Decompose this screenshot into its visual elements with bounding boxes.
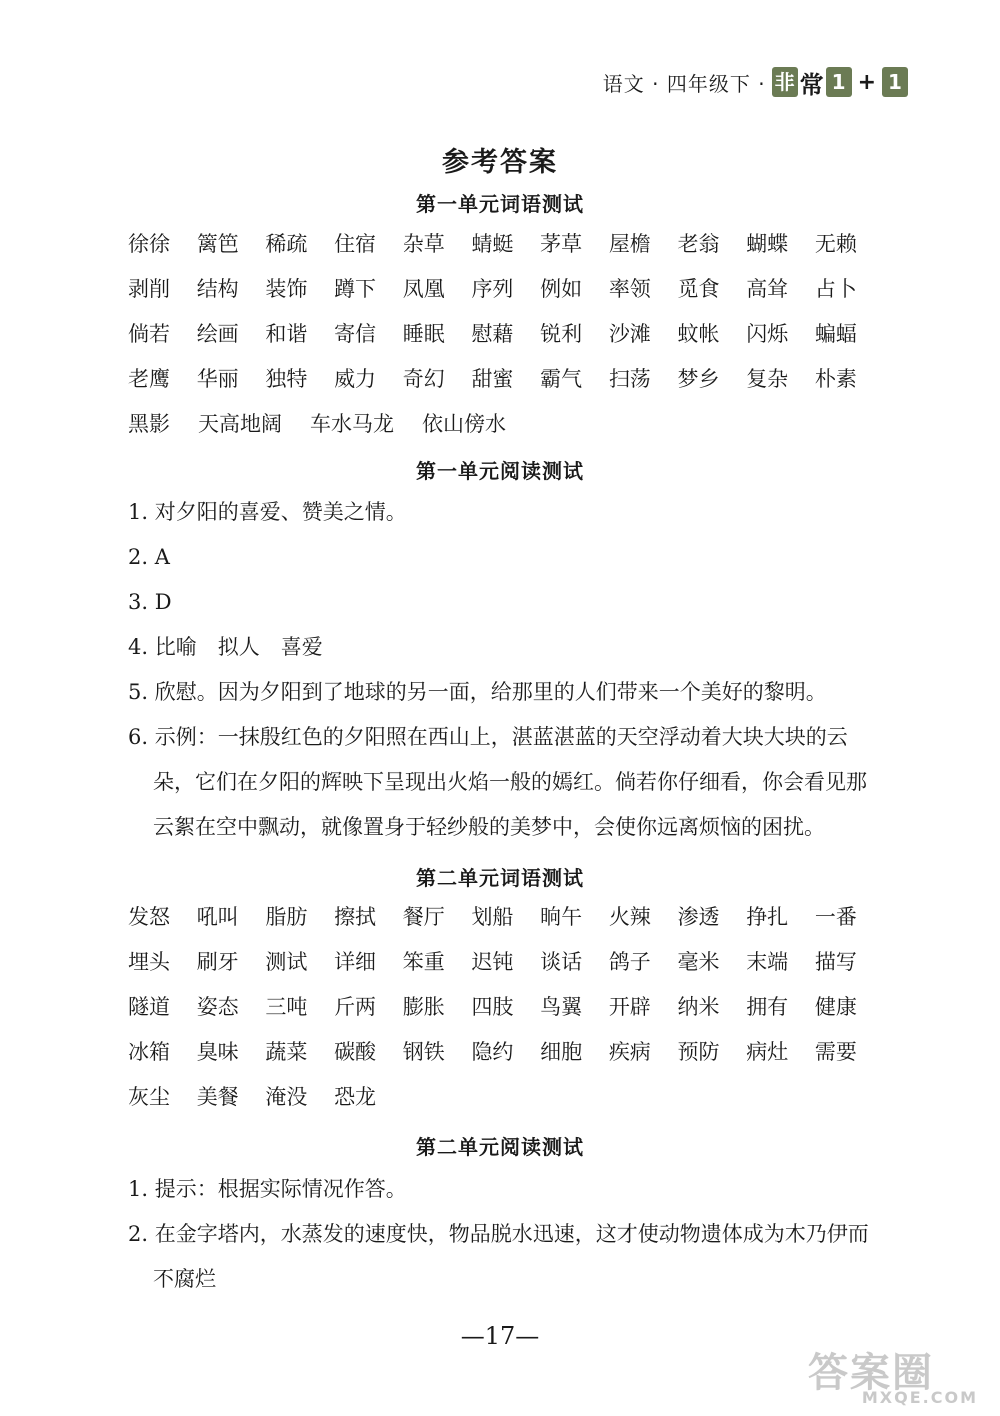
word: 奇幻 (402, 366, 445, 391)
word: 装饰 (265, 276, 308, 301)
word-row (128, 400, 884, 445)
word: 老鹰 (128, 366, 170, 391)
word: 霸气 (540, 366, 583, 391)
word: 无赖 (814, 231, 857, 256)
word: 挣扎 (746, 904, 789, 929)
word: 脂肪 (265, 904, 308, 929)
word: 甜蜜 (471, 366, 514, 391)
answer-list-unit2 (128, 1167, 888, 1302)
brand-logo-part4: 1 (882, 67, 908, 97)
word: 鸟翼 (540, 994, 583, 1019)
word: 擦拭 (334, 904, 377, 929)
word: 篱笆 (196, 231, 239, 256)
answer-line: 2. 在金字塔内，水蒸发的速度快，物品脱水迅速，这才使动物遗体成为木乃伊而 (128, 1222, 869, 1246)
word-row (128, 1073, 884, 1118)
word: 健康 (814, 994, 857, 1019)
word: 渗透 (677, 904, 720, 929)
word-row (128, 265, 884, 310)
word: 蹲下 (334, 276, 377, 301)
word: 屋檐 (608, 231, 651, 256)
word-row (128, 1028, 884, 1073)
word: 黑影 (128, 411, 170, 436)
word: 例如 (540, 276, 583, 301)
section-title-unit1-reading: 第一单元阅读测试 (416, 459, 584, 483)
word: 绘画 (196, 321, 239, 346)
word: 复杂 (746, 366, 789, 391)
word: 朴素 (814, 366, 857, 391)
brand-logo-part1: 非 (772, 67, 798, 97)
word: 梦乡 (677, 366, 720, 391)
word: 鸽子 (608, 949, 651, 974)
section-title-unit2-vocab: 第二单元词语测试 (416, 866, 584, 890)
word-row (128, 310, 884, 355)
word: 锐利 (540, 321, 583, 346)
word: 病灶 (746, 1039, 789, 1064)
word: 疾病 (608, 1039, 651, 1064)
word: 晌午 (540, 904, 583, 929)
word-row (128, 220, 884, 265)
word: 隐约 (471, 1039, 514, 1064)
word: 觅食 (677, 276, 720, 301)
answer-item: 5. 欣慰。因为夕阳到了地球的另一面，给那里的人们带来一个美好的黎明。 (128, 680, 827, 704)
word: 稀疏 (265, 231, 308, 256)
answer-line: 不腐烂 (153, 1267, 216, 1291)
word: 沙滩 (608, 321, 651, 346)
word: 扫荡 (608, 366, 651, 391)
word: 倘若 (128, 321, 170, 346)
word: 住宿 (334, 231, 377, 256)
word: 结构 (196, 276, 239, 301)
word: 杂草 (402, 231, 445, 256)
word: 迟钝 (471, 949, 514, 974)
word: 纳米 (677, 994, 720, 1019)
word: 刷牙 (196, 949, 239, 974)
word: 三吨 (265, 994, 308, 1019)
answer-line: 云絮在空中飘动，就像置身于轻纱般的美梦中，会使你远离烦恼的困扰。 (153, 815, 825, 839)
page-title: 参考答案 (442, 147, 558, 178)
word: 蔬菜 (265, 1039, 308, 1064)
page-number: —17— (460, 1322, 540, 1350)
answer-item: 2. A (128, 545, 170, 569)
word: 茅草 (540, 231, 583, 256)
answer-item (128, 1212, 888, 1302)
word: 华丽 (196, 366, 239, 391)
word: 美餐 (196, 1084, 239, 1109)
word: 蝴蝶 (746, 231, 789, 256)
word: 四肢 (471, 994, 514, 1019)
section-title-unit1-vocab: 第一单元词语测试 (416, 192, 584, 216)
word-row (128, 983, 884, 1028)
word: 餐厅 (402, 904, 445, 929)
word-row (128, 938, 884, 983)
word: 高耸 (746, 276, 789, 301)
word-row (128, 893, 884, 938)
word: 需要 (814, 1039, 857, 1064)
answer-item: 1. 提示：根据实际情况作答。 (128, 1177, 407, 1201)
answer-item: 4. 比喻 拟人 喜爱 (128, 635, 323, 659)
answer-line: 6. 示例：一抹殷红色的夕阳照在西山上，湛蓝湛蓝的天空浮动着大块大块的云 (128, 725, 848, 749)
word: 凤凰 (402, 276, 445, 301)
word: 威力 (334, 366, 377, 391)
word: 隧道 (128, 994, 170, 1019)
word: 睡眠 (402, 321, 445, 346)
word: 慰藉 (471, 321, 514, 346)
word: 开辟 (608, 994, 651, 1019)
answer-item: 1. 对夕阳的喜爱、赞美之情。 (128, 500, 407, 524)
word: 老翁 (677, 231, 720, 256)
word: 率领 (608, 276, 651, 301)
header-text: 语文 · 四年级下 · (602, 71, 766, 96)
word: 斤两 (334, 994, 377, 1019)
word: 独特 (265, 366, 308, 391)
word: 钢铁 (402, 1039, 445, 1064)
word-row (128, 355, 884, 400)
word: 寄信 (334, 321, 377, 346)
page-header (603, 62, 908, 102)
word-grid-unit2 (128, 893, 884, 1118)
word: 一番 (814, 904, 857, 929)
word: 闪烁 (746, 321, 789, 346)
word: 预防 (677, 1039, 720, 1064)
word: 冰箱 (128, 1039, 170, 1064)
word: 车水马龙 (310, 411, 394, 436)
word: 碳酸 (334, 1039, 377, 1064)
word: 徐徐 (128, 231, 170, 256)
word: 详细 (334, 949, 377, 974)
word: 灰尘 (128, 1084, 170, 1109)
word: 蜻蜓 (471, 231, 514, 256)
answer-item: 3. D (128, 590, 172, 614)
word: 埋头 (128, 949, 170, 974)
word: 吼叫 (196, 904, 239, 929)
word: 拥有 (746, 994, 789, 1019)
word: 膨胀 (402, 994, 445, 1019)
brand-logo-part2: 常 (799, 70, 824, 99)
word: 蚊帐 (677, 321, 720, 346)
word: 和谐 (265, 321, 308, 346)
watermark-logo (808, 1352, 978, 1410)
section-title-unit2-reading: 第二单元阅读测试 (416, 1135, 584, 1159)
word: 末端 (746, 949, 789, 974)
word: 淹没 (265, 1084, 308, 1109)
word: 天高地阔 (198, 411, 282, 436)
word: 臭味 (196, 1039, 239, 1064)
word: 序列 (471, 276, 514, 301)
word: 恐龙 (334, 1084, 377, 1109)
answer-item (128, 715, 888, 850)
brand-logo-plus: + (857, 69, 876, 95)
word: 谈话 (540, 949, 583, 974)
word: 描写 (814, 949, 857, 974)
word: 划船 (471, 904, 514, 929)
watermark-cn: 答案圈 (808, 1350, 934, 1396)
word: 依山傍水 (422, 411, 506, 436)
word-grid-unit1 (128, 220, 884, 445)
word: 蝙蝠 (814, 321, 857, 346)
word: 剥削 (128, 276, 170, 301)
word: 毫米 (677, 949, 720, 974)
watermark-en: MXQE.COM (861, 1388, 978, 1407)
answer-line: 朵，它们在夕阳的辉映下呈现出火焰一般的嫣红。倘若你仔细看，你会看见那 (153, 770, 867, 794)
word: 火辣 (608, 904, 651, 929)
word: 笨重 (402, 949, 445, 974)
word: 发怒 (128, 904, 170, 929)
word: 占卜 (814, 276, 857, 301)
word: 测试 (265, 949, 308, 974)
word: 细胞 (540, 1039, 583, 1064)
brand-logo-part3: 1 (826, 67, 852, 97)
word: 姿态 (196, 994, 239, 1019)
answer-list-unit1 (128, 490, 888, 850)
